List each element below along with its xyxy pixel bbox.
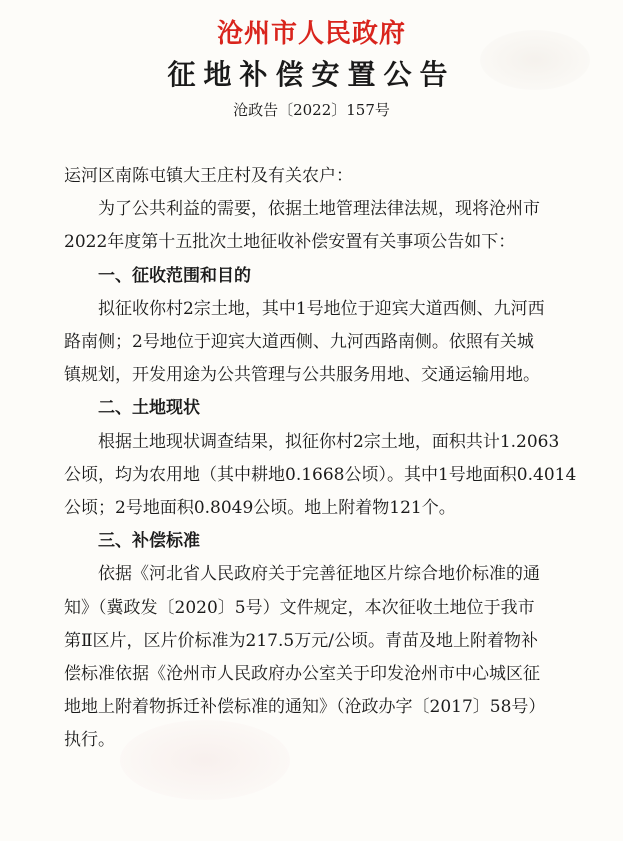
section-line: 公顷；2号地面积0.8049公顷。地上附着物121个。 xyxy=(64,498,456,519)
issuer-title: 沧州市人民政府 xyxy=(216,19,406,49)
section-line: 第Ⅱ区片，区片价标准为217.5万元/公顷。青苗及地上附着物补 xyxy=(64,630,538,651)
section-line: 执行。 xyxy=(64,730,115,751)
section-line: 公顷，均为农用地（其中耕地0.1668公顷）。其中1号地面积0.4014 xyxy=(64,464,577,485)
section-heading-compensation: 三、补偿标准 xyxy=(98,531,200,552)
announcement-body xyxy=(64,160,584,758)
section-line: 镇规划，开发用途为公共管理与公共服务用地、交通运输用地。 xyxy=(64,365,540,386)
section-line: 根据土地现状调查结果，拟征你村2宗土地，面积共计1.2063 xyxy=(98,431,560,452)
section-line: 偿标准依据《沧州市人民政府办公室关于印发沧州市中心城区征 xyxy=(64,664,540,685)
section-line: 依据《河北省人民政府关于完善征地区片综合地价标准的通 xyxy=(98,564,540,585)
announcement-title: 征地补偿安置公告 xyxy=(167,58,456,91)
section-line: 知》（冀政发〔2020〕5号）文件规定，本次征收土地位于我市 xyxy=(64,597,535,618)
intro-line: 为了公共利益的需要，依据土地管理法律法规，现将沧州市 xyxy=(98,199,540,220)
section-line: 路南侧；2号地位于迎宾大道西侧、九河西路南侧。依照有关城 xyxy=(64,332,534,353)
section-line: 拟征收你村2宗土地，其中1号地位于迎宾大道西侧、九河西 xyxy=(98,298,545,319)
section-heading-land-status: 二、土地现状 xyxy=(98,398,200,419)
document-number: 沧政告〔2022〕157号 xyxy=(233,101,390,119)
section-line: 地地上附着物拆迁补偿标准的通知》（沧政办字〔2017〕58号） xyxy=(64,697,546,718)
section-heading-scope: 一、征收范围和目的 xyxy=(98,265,251,286)
intro-line: 2022年度第十五批次土地征收补偿安置有关事项公告如下： xyxy=(64,232,516,253)
recipient-line: 运河区南陈屯镇大王庄村及有关农户： xyxy=(64,166,353,186)
